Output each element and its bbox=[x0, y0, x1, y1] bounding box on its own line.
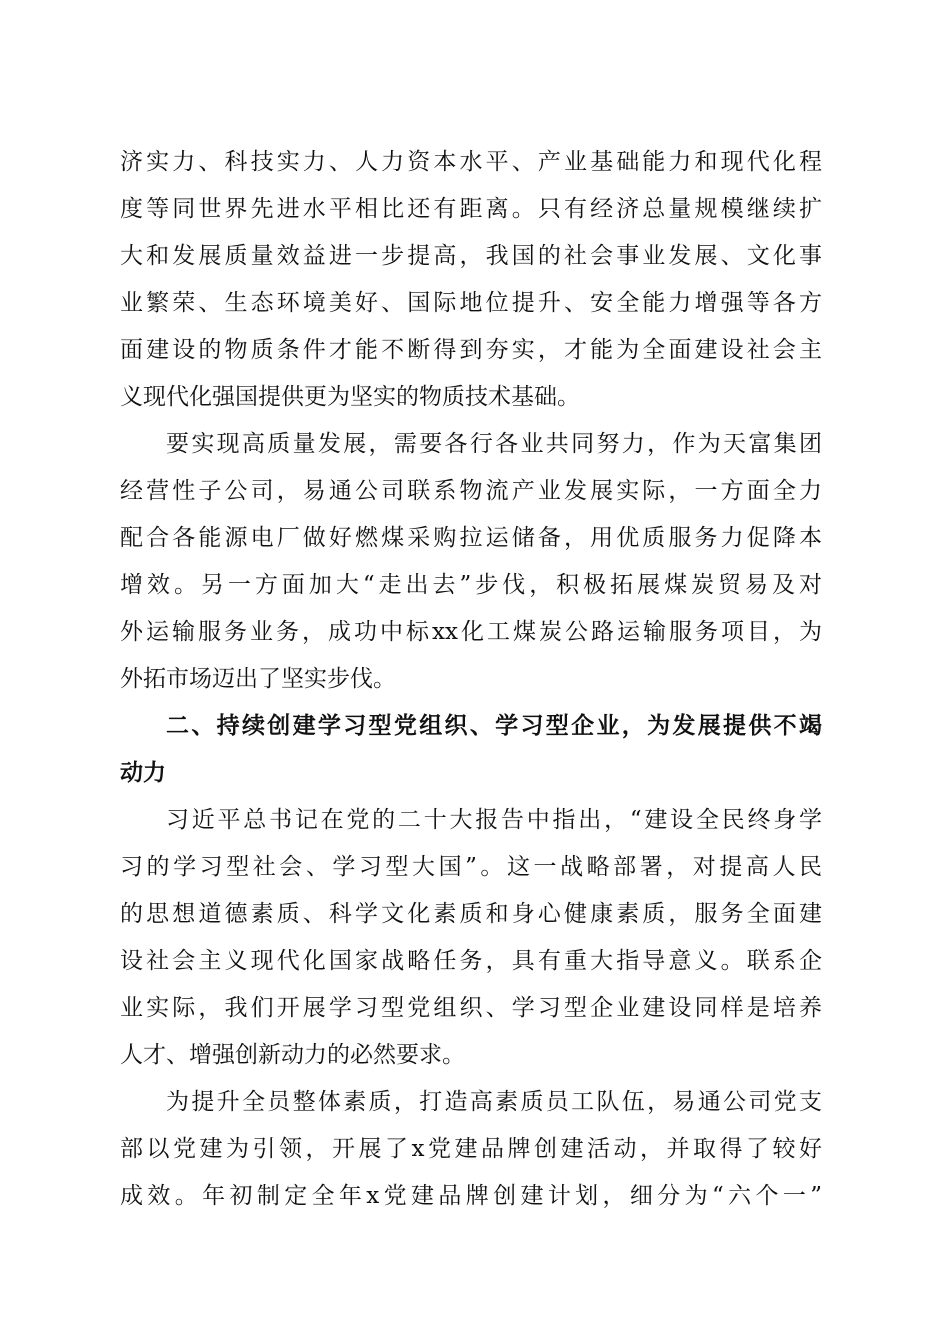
paragraph-1 bbox=[120, 139, 822, 421]
text-line: 配合各能源电厂做好燃煤采购拉运储备，用优质服务力促降本 bbox=[120, 525, 822, 551]
text-line: 要实现高质量发展，需要各行各业共同努力，作为天富集团 bbox=[166, 431, 822, 457]
text-line: 经营性子公司，易通公司联系物流产业发展实际，一方面全力 bbox=[120, 478, 822, 504]
heading-line: 动力 bbox=[120, 760, 166, 786]
paragraph-3 bbox=[120, 797, 822, 1079]
heading-line: 二、持续创建学习型党组织、学习型企业，为发展提供不竭 bbox=[166, 713, 822, 739]
text-line: 设社会主义现代化国家战略任务，具有重大指导意义。联系企 bbox=[120, 948, 822, 974]
document-body bbox=[120, 139, 822, 1220]
text-line: 部以党建为引领，开展了x党建品牌创建活动，并取得了较好 bbox=[120, 1136, 822, 1162]
text-line: 成效。年初制定全年x党建品牌创建计划，细分为“六个一” bbox=[120, 1183, 822, 1209]
section-heading bbox=[120, 703, 822, 797]
text-line: 济实力、科技实力、人力资本水平、产业基础能力和现代化程 bbox=[120, 149, 822, 175]
text-line: 大和发展质量效益进一步提高，我国的社会事业发展、文化事 bbox=[120, 243, 822, 269]
text-line: 习的学习型社会、学习型大国”。这一战略部署，对提高人民 bbox=[120, 854, 822, 880]
text-line: 为提升全员整体素质，打造高素质员工队伍，易通公司党支 bbox=[166, 1089, 822, 1115]
text-line: 业繁荣、生态环境美好、国际地位提升、安全能力增强等各方 bbox=[120, 290, 822, 316]
text-line: 的思想道德素质、科学文化素质和身心健康素质，服务全面建 bbox=[120, 901, 822, 927]
text-line: 业实际，我们开展学习型党组织、学习型企业建设同样是培养 bbox=[120, 995, 822, 1021]
text-line: 度等同世界先进水平相比还有距离。只有经济总量规模继续扩 bbox=[120, 196, 822, 222]
paragraph-4 bbox=[120, 1079, 822, 1220]
text-line: 外运输服务业务，成功中标xx化工煤炭公路运输服务项目，为 bbox=[120, 619, 822, 645]
text-line: 义现代化强国提供更为坚实的物质技术基础。 bbox=[120, 384, 580, 410]
text-line: 外拓市场迈出了坚实步伐。 bbox=[120, 666, 396, 692]
text-line: 面建设的物质条件才能不断得到夯实，才能为全面建设社会主 bbox=[120, 337, 822, 363]
text-line: 增效。另一方面加大“走出去”步伐，积极拓展煤炭贸易及对 bbox=[120, 572, 822, 598]
text-line: 人才、增强创新动力的必然要求。 bbox=[120, 1042, 465, 1068]
text-line: 习近平总书记在党的二十大报告中指出，“建设全民终身学 bbox=[166, 807, 822, 833]
paragraph-2 bbox=[120, 421, 822, 703]
